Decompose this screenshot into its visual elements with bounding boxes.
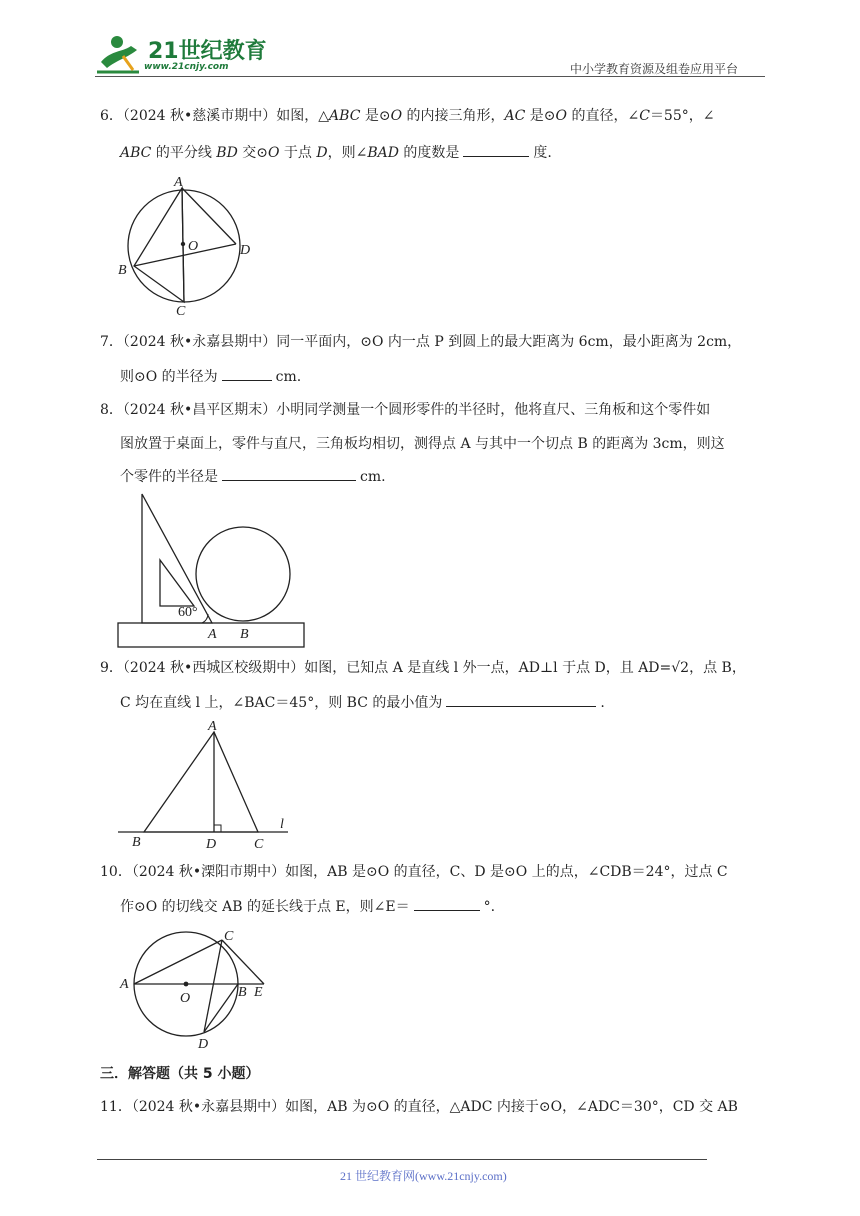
fig9-label-A: A: [208, 719, 217, 734]
fig10-label-A: A: [120, 977, 129, 992]
section-heading: 三．解答题（共 5 小题）: [100, 1066, 260, 1082]
logo-url: www.21cnjy.com: [144, 62, 229, 72]
fig6-label-A: A: [174, 175, 183, 190]
fig8-label-A: A: [208, 627, 217, 642]
question-11-line1: 11．（2024 秋•永嘉县期中）如图，AB 为⊙O 的直径，△ADC 内接于⊙O，∠ADC＝30°，CD 交 AB: [100, 1099, 738, 1115]
question-10-line1: 10．（2024 秋•溧阳市期中）如图，AB 是⊙O 的直径，C、D 是⊙O 上的点，∠CDB＝24°，过点 C: [100, 864, 728, 880]
question-8-line3: 个零件的半径是 cm.: [120, 466, 386, 487]
figure-6: [110, 170, 270, 318]
fig9-label-C: C: [254, 837, 264, 850]
platform-title: 中小学教育资源及组卷应用平台: [570, 62, 739, 76]
header-divider: [95, 76, 765, 77]
question-8-line2: 图放置于桌面上，零件与直尺，三角板均相切，测得点 A 与其中一个切点 B 的距离为 3cm，则这: [120, 436, 725, 452]
sqrt-2: √2: [671, 660, 690, 676]
fig10-label-O: O: [180, 991, 191, 1006]
question-6-line2: ABC 的平分线 BD 交⊙O 于点 D，则∠BAD 的度数是 度.: [120, 142, 552, 163]
footer-divider: [97, 1159, 707, 1160]
fig8-label-B: B: [240, 627, 249, 642]
fig10-label-B: B: [238, 985, 247, 1000]
question-9-line2: C 均在直线 l 上，∠BAC＝45°，则 BC 的最小值为 .: [120, 692, 605, 713]
fig9-label-D: D: [206, 837, 217, 850]
question-6-line1: 6．（2024 秋•慈溪市期中）如图，△ABC 是⊙O 的内接三角形，AC 是⊙O 的直径，∠C＝55°，∠: [100, 108, 715, 124]
fig6-label-C: C: [176, 304, 186, 318]
fig6-label-O: O: [188, 239, 199, 254]
fig6-label-D: D: [240, 243, 251, 258]
answer-blank[interactable]: [446, 692, 596, 707]
question-7-line2: 则⊙O 的半径为 cm.: [120, 366, 301, 387]
answer-blank[interactable]: [414, 896, 480, 911]
question-9-line1: 9．（2024 秋•西城区校级期中）如图，已知点 A 是直线 l 外一点，AD⊥l 于点 D，且 AD=√2，点 B，: [100, 660, 746, 676]
figure-10: [116, 924, 276, 1052]
fig10-label-C: C: [224, 929, 234, 944]
figure-9: [116, 716, 296, 850]
answer-blank[interactable]: [222, 366, 272, 381]
footer-text: 21 世纪教育网(www.21cnjy.com): [340, 1169, 507, 1183]
question-10-line2: 作⊙O 的切线交 AB 的延长线于点 E，则∠E＝ °.: [120, 896, 495, 917]
fig10-label-D: D: [198, 1037, 209, 1052]
fig10-label-E: E: [254, 985, 263, 1000]
question-7-line1: 7．（2024 秋•永嘉县期中）同一平面内，⊙O 内一点 P 到圆上的最大距离为 6cm，最小距离为 2cm，: [100, 334, 742, 350]
fig8-angle-label: 60°: [178, 605, 198, 620]
fig9-label-l: l: [280, 817, 284, 832]
fig9-label-B: B: [132, 835, 141, 850]
answer-blank[interactable]: [222, 466, 356, 481]
logo-text: 21世纪教育: [148, 39, 267, 64]
figure-8: [116, 492, 308, 650]
fig6-label-B: B: [118, 263, 127, 278]
question-8-line1: 8．（2024 秋•昌平区期末）小明同学测量一个圆形零件的半径时，他将直尺、三角板和这个零件如: [100, 402, 711, 418]
answer-blank[interactable]: [463, 142, 529, 157]
